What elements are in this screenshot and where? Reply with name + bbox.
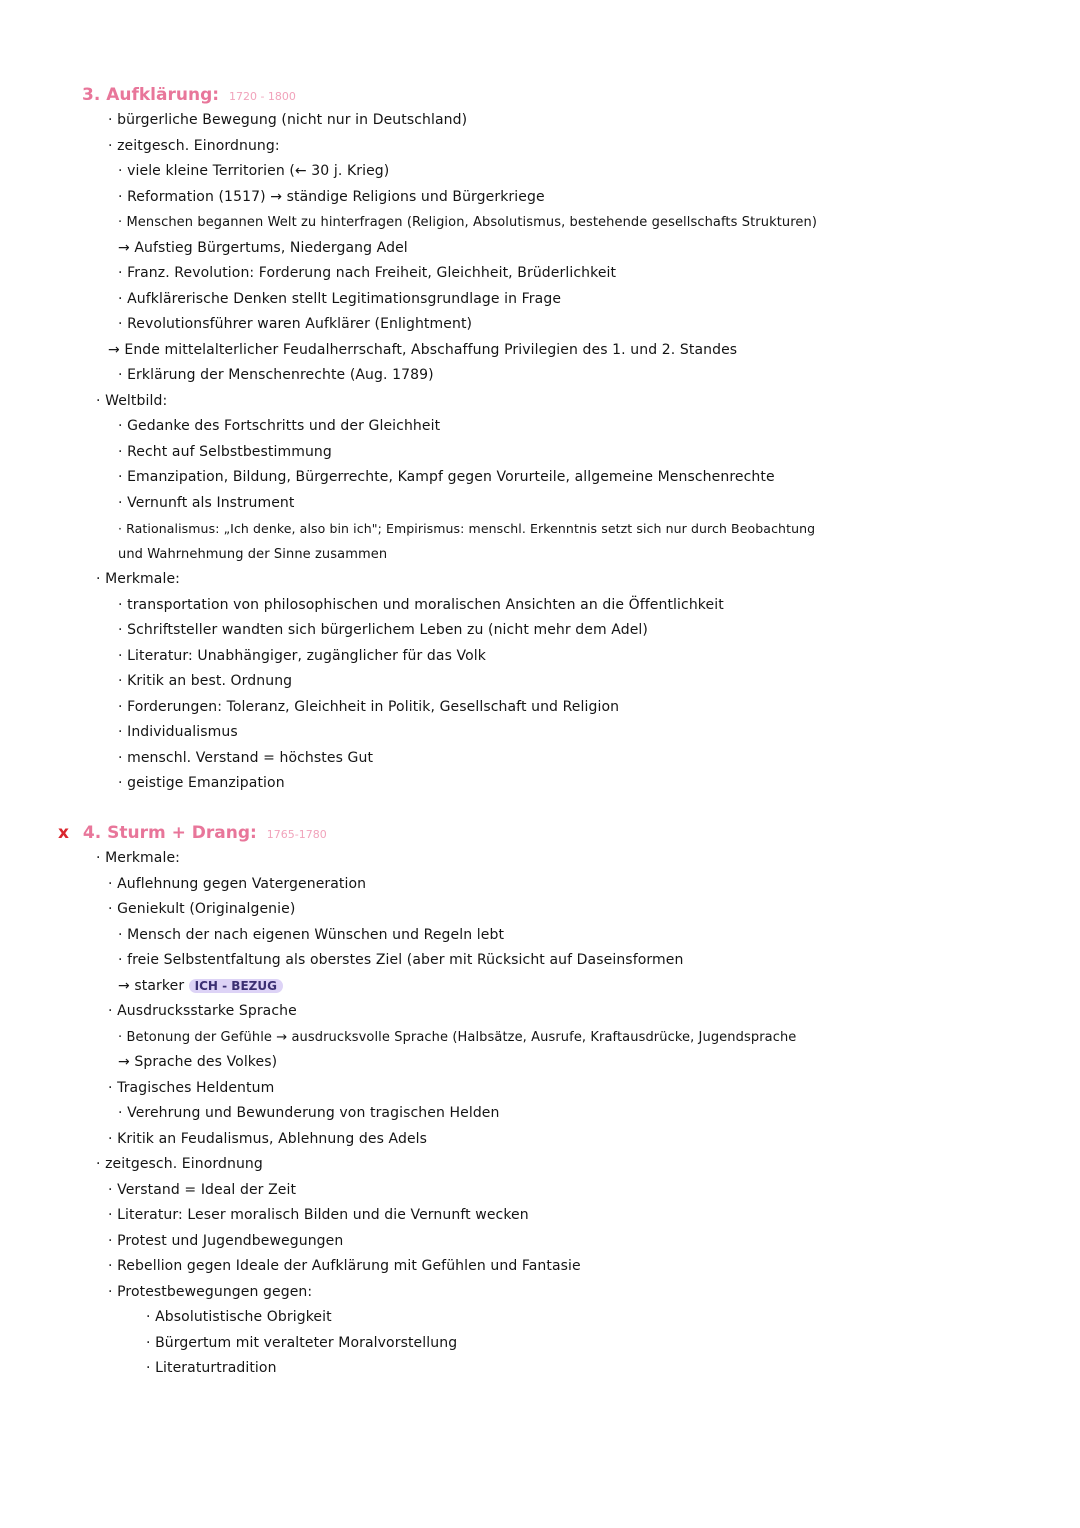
- section-heading: [0, 82, 1080, 108]
- note-line: · Menschen begannen Welt zu hinterfragen (Religion, Absolutismus, bestehende gesellschafts Strukturen): [118, 215, 818, 230]
- note-line: · Erklärung der Menschenrechte (Aug. 1789): [118, 367, 434, 383]
- note-line: · Vernunft als Instrument: [118, 494, 295, 511]
- note-line: · Geniekult (Originalgenie): [108, 901, 296, 917]
- note-line: · Kritik an Feudalismus, Ablehnung des Adels: [108, 1130, 428, 1147]
- note-line: · Verstand = Ideal der Zeit: [108, 1181, 297, 1198]
- note-line: · Revolutionsführer waren Aufklärer (Enlightment): [118, 316, 473, 332]
- highlight-ich-bezug: ICH - BEZUG: [189, 979, 283, 993]
- note-line: · menschl. Verstand = höchstes Gut: [118, 749, 374, 766]
- note-line: · Franz. Revolution: Forderung nach Freiheit, Gleichheit, Brüderlichkeit: [118, 265, 617, 281]
- note-line: · Literatur: Unabhängiger, zugänglicher für das Volk: [118, 647, 486, 664]
- note-line: · geistige Emanzipation: [118, 775, 285, 791]
- note-line: · Forderungen: Toleranz, Gleichheit in Politik, Gesellschaft und Religion: [118, 698, 620, 715]
- note-line: · Verehrung und Bewunderung von tragischen Helden: [118, 1105, 500, 1121]
- note-line: · Merkmale:: [96, 850, 180, 866]
- note-line: · Literatur: Leser moralisch Bilden und die Vernunft wecken: [108, 1207, 529, 1223]
- note-line: · Merkmale:: [96, 571, 180, 587]
- note-line: · Gedanke des Fortschritts und der Gleichheit: [118, 418, 441, 434]
- note-line: · Mensch der nach eigenen Wünschen und Regeln lebt: [118, 926, 505, 943]
- section-title: Aufklärung:: [106, 85, 220, 105]
- section-title: Sturm + Drang:: [107, 823, 257, 843]
- note-line: · Ausdrucksstarke Sprache: [108, 1003, 297, 1019]
- note-line: · Emanzipation, Bildung, Bürgerrechte, Kampf gegen Vorurteile, allgemeine Menschenrechte: [118, 469, 775, 485]
- note-line: · Tragisches Heldentum: [108, 1079, 275, 1096]
- note-line: → Ende mittelalterlicher Feudalherrschaft, Abschaffung Privilegien des 1. und 2. Standes: [108, 341, 738, 358]
- note-line: · Betonung der Gefühle → ausdrucksvolle Sprache (Halbsätze, Ausrufe, Kraftausdrücke, Jugendsprache: [118, 1029, 797, 1045]
- note-line: · Kritik an best. Ordnung: [118, 673, 293, 689]
- note-line: · zeitgesch. Einordnung:: [108, 137, 280, 154]
- note-line: und Wahrnehmung der Sinne zusammen: [118, 546, 388, 562]
- note-line: · Rationalismus: „Ich denke, also bin ich"; Empirismus: menschl. Erkenntnis setzt sich nur durch Beobachtung: [118, 521, 816, 536]
- note-line: · zeitgesch. Einordnung: [96, 1156, 263, 1172]
- cross-mark: x: [58, 823, 69, 843]
- section-number: 4.: [82, 823, 102, 843]
- note-line: · Protestbewegungen gegen:: [108, 1283, 313, 1300]
- note-line: → starker ICH - BEZUG: [0, 974, 1080, 1000]
- note-line: · Bürgertum mit veralteter Moralvorstellung: [146, 1334, 458, 1351]
- note-line: · viele kleine Territorien (← 30 j. Krieg): [118, 163, 390, 179]
- section-years: 1720 - 1800: [228, 90, 296, 103]
- note-line: · Weltbild:: [96, 392, 168, 409]
- section-aufklaerung: [0, 82, 1080, 797]
- note-line: · Recht auf Selbstbestimmung: [118, 443, 332, 460]
- note-line: → Sprache des Volkes): [118, 1054, 278, 1070]
- note-line: · Schriftsteller wandten sich bürgerlichem Leben zu (nicht mehr dem Adel): [118, 622, 648, 638]
- section-years: 1765-1780: [266, 828, 327, 841]
- note-line: → Aufstieg Bürgertums, Niedergang Adel: [118, 239, 408, 256]
- note-line: · Protest und Jugendbewegungen: [108, 1232, 344, 1249]
- note-line: · Reformation (1517) → ständige Religions und Bürgerkriege: [118, 188, 545, 205]
- note-line: · Absolutistische Obrigkeit: [146, 1309, 332, 1325]
- note-line: · transportation von philosophischen und moralischen Ansichten an die Öffentlichkeit: [118, 596, 724, 613]
- note-line: · Rebellion gegen Ideale der Aufklärung mit Gefühlen und Fantasie: [108, 1258, 581, 1274]
- section-sturm-und-drang: [0, 820, 1080, 1382]
- note-line: · Individualismus: [118, 724, 238, 740]
- section-heading: [0, 820, 1080, 846]
- note-line: · Auflehnung gegen Vatergeneration: [108, 875, 367, 892]
- section-number: 3.: [82, 85, 101, 105]
- note-line: · Aufklärerische Denken stellt Legitimationsgrundlage in Frage: [118, 290, 562, 307]
- note-line: · bürgerliche Bewegung (nicht nur in Deutschland): [108, 112, 468, 128]
- note-line: · freie Selbstentfaltung als oberstes Ziel (aber mit Rücksicht auf Daseinsformen: [118, 952, 684, 968]
- note-line: · Literaturtradition: [146, 1360, 277, 1376]
